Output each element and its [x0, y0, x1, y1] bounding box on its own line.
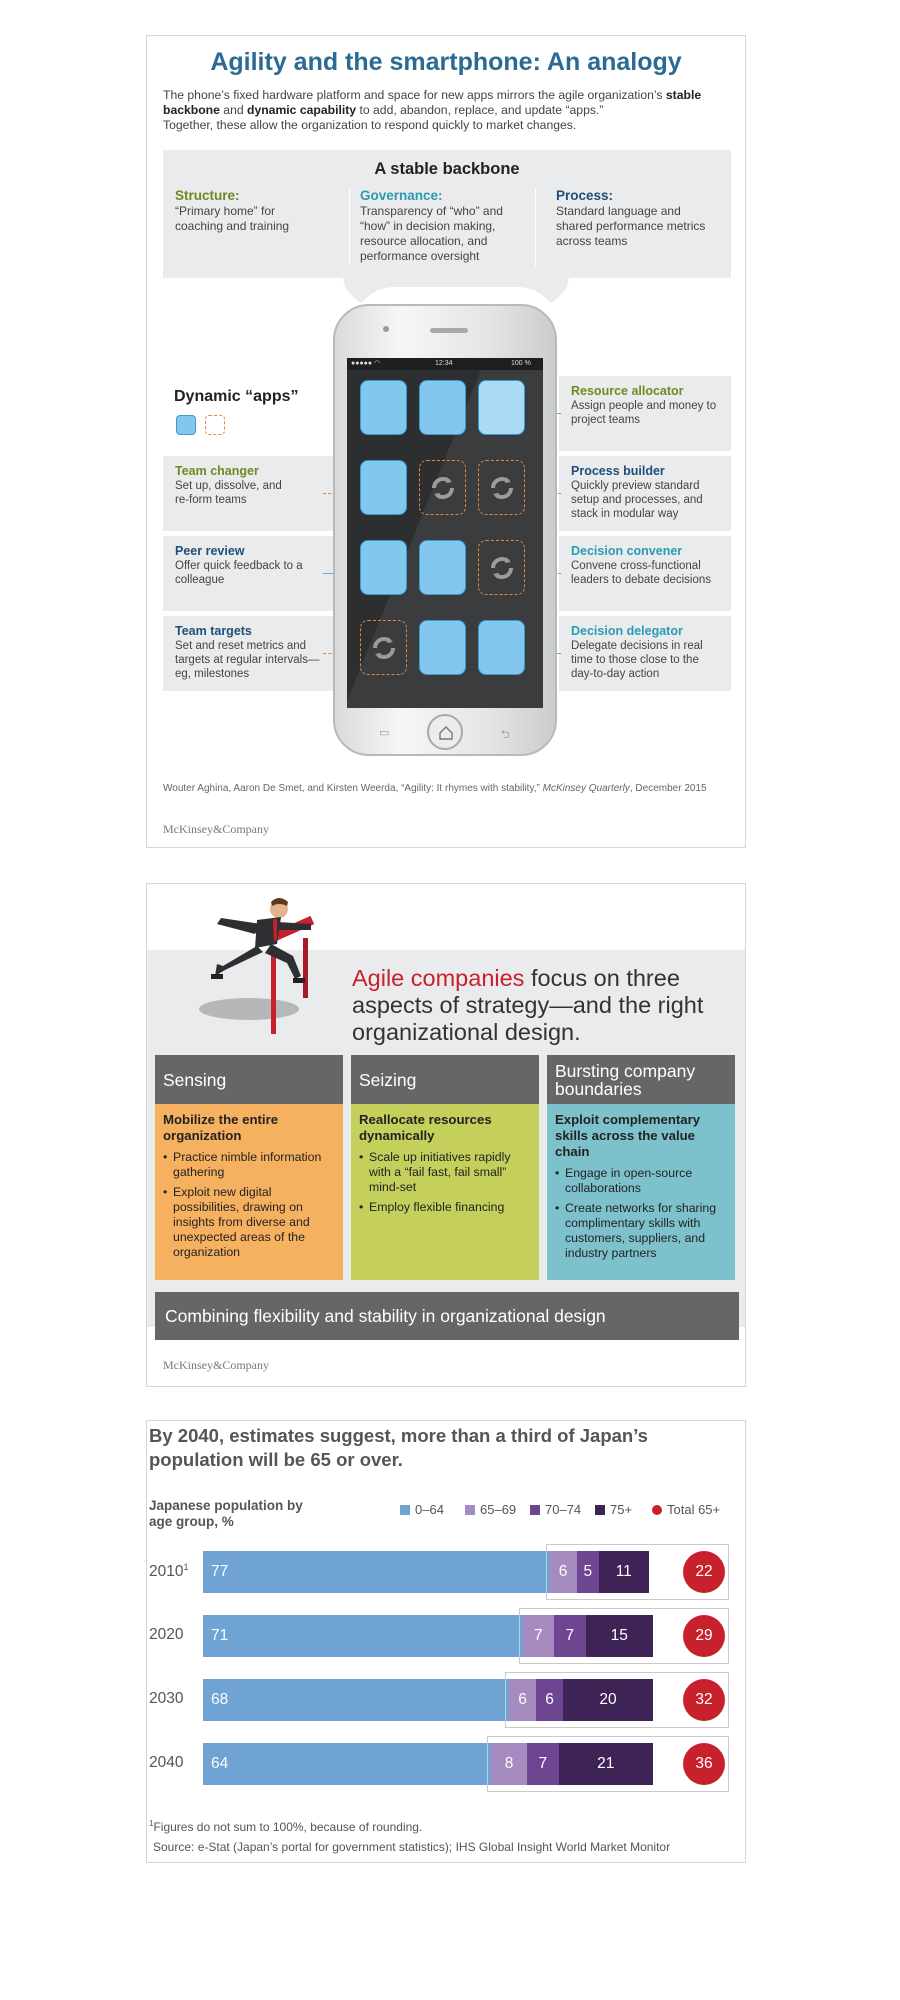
bursting-boundaries-header: Bursting company boundaries	[547, 1055, 735, 1104]
seizing-column	[351, 1055, 539, 1280]
smartphone-analogy-panel	[146, 35, 746, 848]
bar-segment: 6	[550, 1551, 577, 1593]
bar-segment: 68	[203, 1679, 509, 1721]
total-65-plus-marker: 29	[683, 1615, 725, 1657]
backbone-process: Process: Standard language and shared performance metrics across teams	[556, 188, 706, 248]
legend-swatch	[595, 1505, 605, 1515]
app-legend-dashed-icon	[205, 415, 225, 435]
bursting-boundaries-column	[547, 1055, 735, 1280]
team-changer-box: Team changer Set up, dissolve, and re-form teams	[163, 456, 335, 531]
source: Source: e-Stat (Japan’s portal for government statistics); IHS Global Insight World Market Monitor	[153, 1840, 671, 1854]
app-icon[interactable]	[478, 620, 525, 675]
app-icon[interactable]	[360, 380, 407, 435]
smartphone	[333, 304, 557, 756]
legend-75-plus: 75+	[595, 1502, 632, 1517]
sensing-body: Mobilize the entire organization • Practice nimble information gathering • Exploit new digital possibilities, drawing on insights from diverse and unexpected areas of the organization	[155, 1104, 343, 1280]
sensing-header: Sensing	[155, 1055, 343, 1104]
sensing-column	[155, 1055, 343, 1280]
back-icon[interactable]: ⮌	[501, 729, 510, 741]
app-legend-solid-icon	[176, 415, 196, 435]
list-item: • Engage in open-source collaborations	[555, 1166, 727, 1196]
bar-segment: 7	[554, 1615, 586, 1657]
year-label: 2030	[149, 1690, 184, 1707]
app-icon[interactable]	[360, 460, 407, 515]
seizing-header: Seizing	[351, 1055, 539, 1104]
legend-swatch	[530, 1505, 540, 1515]
process-builder-box: Process builder Quickly preview standard setup and processes, and stack in modular way	[559, 456, 731, 531]
battery-indicator: 100 %	[511, 360, 531, 367]
organizational-design-banner: Combining flexibility and stability in organizational design	[155, 1292, 739, 1340]
bar-segment: 64	[203, 1743, 491, 1785]
agile-title: Agile companies focus on three aspects of strategy—and the right organizational design.	[352, 965, 704, 1045]
phone-button-row	[335, 714, 555, 744]
resource-allocator-box: Resource allocator Assign people and money to project teams	[559, 376, 731, 451]
app-icon[interactable]	[360, 540, 407, 595]
mckinsey-logo: McKinsey&Company	[163, 822, 269, 836]
backbone-structure: Structure: “Primary home” for coaching and training	[175, 188, 290, 233]
list-item: • Scale up initiatives rapidly with a “fail fast, fail small” mind-set	[359, 1150, 531, 1195]
decision-delegator-box: Decision delegator Delegate decisions in real time to those close to the day-to-day action	[559, 616, 731, 691]
analogy-intro: The phone’s fixed hardware platform and space for new apps mirrors the agile organization’s stable backbone and dynamic capability to add, abandon, replace, and update “apps.” Together, these allow the organization to respond quickly to market changes.	[163, 88, 702, 132]
year-label: 2040	[149, 1754, 184, 1771]
bar-segment: 71	[203, 1615, 523, 1657]
legend-0-64: 0–64	[400, 1502, 444, 1517]
refresh-slot-icon[interactable]	[478, 460, 525, 515]
chart-title: By 2040, estimates suggest, more than a third of Japan’s population will be 65 or over.	[149, 1425, 648, 1470]
app-icon[interactable]	[419, 380, 466, 435]
year-label: 2020	[149, 1626, 184, 1643]
camera-icon	[383, 326, 389, 332]
menu-icon[interactable]: ▭	[379, 727, 390, 739]
list-item: • Employ flexible financing	[359, 1200, 531, 1215]
speaker-icon	[430, 328, 468, 333]
sensing-bullets	[163, 1150, 335, 1260]
bar-segment: 8	[491, 1743, 527, 1785]
bar-segment: 20	[563, 1679, 653, 1721]
bar-segment: 7	[527, 1743, 559, 1785]
citation: Wouter Aghina, Aaron De Smet, and Kirsten Weerda, “Agility: It rhymes with stability,” McKinsey Quarterly, December 2015	[163, 783, 707, 794]
dynamic-apps-title: Dynamic “apps”	[174, 388, 299, 405]
mckinsey-logo: McKinsey&Company	[163, 1358, 269, 1372]
refresh-slot-icon[interactable]	[360, 620, 407, 675]
chart-subtitle: Japanese population by age group, %	[149, 1498, 303, 1529]
legend-70-74: 70–74	[530, 1502, 581, 1517]
total-65-plus-marker: 36	[683, 1743, 725, 1785]
backbone-governance: Governance: Transparency of “who” and “how” in decision making, resource allocation, and performance oversight	[360, 188, 503, 263]
decision-convener-box: Decision convener Convene cross-functional leaders to debate decisions	[559, 536, 731, 611]
phone-screen	[347, 358, 543, 708]
backbone-divider	[349, 188, 350, 266]
year-label: 2010$^1$	[149, 1562, 189, 1581]
bursting-boundaries-bullets	[555, 1166, 727, 1261]
peer-review-box: Peer review Offer quick feedback to a colleague	[163, 536, 335, 611]
backbone-divider	[535, 188, 536, 266]
team-targets-box: Team targets Set and reset metrics and targets at regular intervals—eg, milestones	[163, 616, 335, 691]
total-65-plus-marker: 22	[683, 1551, 725, 1593]
stable-backbone-box	[163, 150, 731, 278]
bar-segment: 11	[599, 1551, 649, 1593]
total-65-plus-marker: 32	[683, 1679, 725, 1721]
app-icon[interactable]	[419, 540, 466, 595]
bar-segment: 6	[509, 1679, 536, 1721]
bar-segment: 6	[536, 1679, 563, 1721]
list-item: • Exploit new digital possibilities, drawing on insights from diverse and unexpected areas of the organization	[163, 1185, 335, 1260]
resource-allocator-app-icon[interactable]	[478, 380, 525, 435]
bar-segment: 5	[577, 1551, 600, 1593]
footnote: $^1$Figures do not sum to 100%, because of rounding.	[149, 1819, 423, 1834]
home-button-icon[interactable]	[427, 714, 463, 750]
backbone-title: A stable backbone	[374, 160, 520, 178]
list-item: • Create networks for sharing complimentary skills with customers, suppliers, and industry partners	[555, 1201, 727, 1261]
bar-segment: 15	[586, 1615, 654, 1657]
app-icon[interactable]	[419, 620, 466, 675]
japan-population-chart-panel	[146, 1420, 746, 1863]
legend-swatch	[652, 1505, 662, 1515]
analogy-title: Agility and the smartphone: An analogy	[210, 48, 682, 76]
list-item: • Practice nimble information gathering	[163, 1150, 335, 1180]
signal-icon: ●●●●● ◠	[351, 360, 381, 367]
legend-total-65-plus: Total 65+	[652, 1502, 720, 1517]
bar-segment: 7	[523, 1615, 555, 1657]
bar-segment: 21	[559, 1743, 654, 1785]
refresh-slot-icon[interactable]	[419, 460, 466, 515]
bursting-boundaries-body: Exploit complementary skills across the value chain • Engage in open-source collaborations • Create networks for sharing complimentary skills with customers, suppliers, and industry partners	[547, 1104, 735, 1280]
seizing-body: Reallocate resources dynamically • Scale up initiatives rapidly with a “fail fast, fail small” mind-set • Employ flexible financing	[351, 1104, 539, 1280]
legend-swatch	[465, 1505, 475, 1515]
legend-65-69: 65–69	[465, 1502, 516, 1517]
status-bar	[347, 358, 543, 370]
status-time: 12:34	[435, 360, 453, 367]
agile-strategy-panel	[146, 883, 746, 1387]
refresh-slot-icon[interactable]	[478, 540, 525, 595]
legend-swatch	[400, 1505, 410, 1515]
hurdler-illustration-icon	[191, 892, 341, 1042]
bar-segment: 77	[203, 1551, 550, 1593]
seizing-bullets	[359, 1150, 531, 1215]
